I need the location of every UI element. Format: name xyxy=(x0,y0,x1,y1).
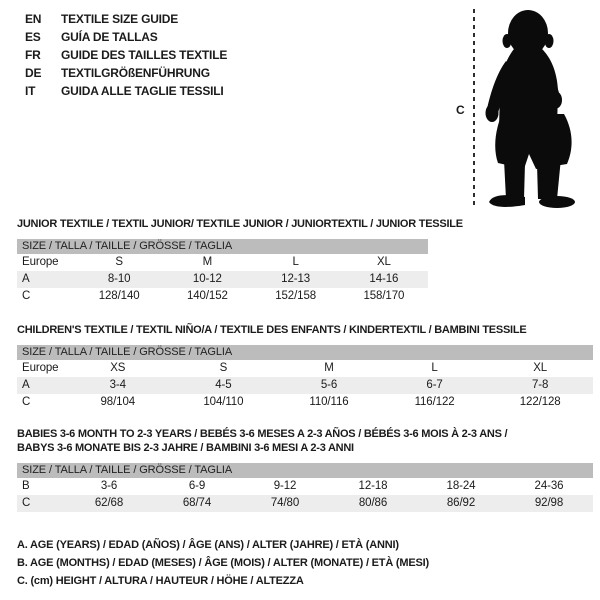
row-label: Europe xyxy=(22,362,59,374)
value-cell: 122/128 xyxy=(519,396,561,408)
size-header-bar: SIZE / TALLA / TAILLE / GRÖSSE / TAGLIA xyxy=(17,239,428,254)
value-cell: 5-6 xyxy=(320,379,338,391)
lang-label: GUÍA DE TALLAS xyxy=(61,30,158,44)
value-cell: 18-24 xyxy=(446,480,476,492)
value-cell: 98/104 xyxy=(100,396,136,408)
babies-textile-table xyxy=(17,427,593,512)
value-cell: 68/74 xyxy=(182,497,212,509)
lang-label: TEXTILGRÖßENFÜHRUNG xyxy=(61,66,210,80)
value-cell: 4-5 xyxy=(215,379,232,391)
footnote-height-cm: C. (cm) HEIGHT / ALTURA / HAUTEUR / HÖHE / ALTEZZA xyxy=(17,575,304,587)
row-label: C xyxy=(22,396,31,408)
value-cell: 74/80 xyxy=(270,497,300,509)
value-cell: 9-12 xyxy=(273,480,297,492)
row-label: A xyxy=(22,273,30,285)
table-row-height xyxy=(17,394,593,411)
value-cell: 24-36 xyxy=(534,480,564,492)
value-cell: 152/158 xyxy=(275,290,317,302)
size-cell: M xyxy=(324,362,334,374)
value-cell: 128/140 xyxy=(98,290,140,302)
lang-label: TEXTILE SIZE GUIDE xyxy=(61,12,179,26)
lang-code: FR xyxy=(25,48,41,62)
lang-code: EN xyxy=(25,12,42,26)
size-cell: M xyxy=(202,256,213,268)
lang-row-en xyxy=(25,10,227,28)
lang-row-es xyxy=(25,28,227,46)
table-row-europe xyxy=(17,254,428,271)
value-cell: 140/152 xyxy=(186,290,228,302)
size-cell: S xyxy=(219,362,228,374)
row-label: C xyxy=(22,497,31,509)
row-label: Europe xyxy=(22,256,59,268)
lang-code: DE xyxy=(25,66,42,80)
height-measure-label: C xyxy=(456,103,465,117)
table-title: CHILDREN'S TEXTILE / TEXTIL NIÑO/A / TEXTILE DES ENFANTS / KINDERTEXTIL / BAMBINI TESSILE xyxy=(17,324,527,336)
language-title-list xyxy=(25,10,227,100)
lang-label: GUIDA ALLE TAGLIE TESSILI xyxy=(61,84,224,98)
lang-code: ES xyxy=(25,30,41,44)
value-cell: 3-6 xyxy=(100,480,118,492)
value-cell: 116/122 xyxy=(414,396,455,408)
size-cell: S xyxy=(115,256,123,268)
value-cell: 86/92 xyxy=(446,497,476,509)
value-cell: 12-13 xyxy=(281,273,311,285)
value-cell: 80/86 xyxy=(358,497,388,509)
value-cell: 6-7 xyxy=(426,379,443,391)
row-label: B xyxy=(22,480,30,492)
table-row-height xyxy=(17,288,428,305)
size-header-bar: SIZE / TALLA / TAILLE / GRÖSSE / TAGLIA xyxy=(17,345,593,360)
lang-row-de xyxy=(25,64,227,82)
table-row-age xyxy=(17,377,593,394)
value-cell: 158/170 xyxy=(363,290,405,302)
value-cell: 14-16 xyxy=(369,273,399,285)
size-cell: L xyxy=(292,256,299,268)
lang-label: GUIDE DES TAILLES TEXTILE xyxy=(61,48,228,62)
height-measure-dashed-line xyxy=(473,9,475,207)
table-title-line-2: BABYS 3-6 MONATE BIS 2-3 JAHRE / BAMBINI 3-6 MESI A 2-3 ANNI xyxy=(17,442,354,454)
value-cell: 92/98 xyxy=(534,497,564,509)
size-header-bar: SIZE / TALLA / TAILLE / GRÖSSE / TAGLIA xyxy=(17,463,593,478)
table-row-age xyxy=(17,271,428,288)
value-cell: 62/68 xyxy=(94,497,124,509)
baby-silhouette-image xyxy=(480,5,580,209)
size-cell: L xyxy=(431,362,438,374)
lang-row-it xyxy=(25,82,227,100)
table-title: JUNIOR TEXTILE / TEXTIL JUNIOR/ TEXTILE JUNIOR / JUNIORTEXTIL / JUNIOR TESSILE xyxy=(17,218,463,230)
table-row-height xyxy=(17,495,593,512)
footnote-age-months: B. AGE (MONTHS) / EDAD (MESES) / ÂGE (MOIS) / ALTER (MONATE) / ETÀ (MESI) xyxy=(17,557,429,569)
size-cell: XL xyxy=(533,362,548,374)
value-cell: 7-8 xyxy=(532,379,549,391)
footnote-age-years: A. AGE (YEARS) / EDAD (AÑOS) / ÂGE (ANS) / ALTER (JAHRE) / ETÀ (ANNI) xyxy=(17,539,399,551)
value-cell: 12-18 xyxy=(358,480,388,492)
table-row-months xyxy=(17,478,593,495)
table-title-line-1: BABIES 3-6 MONTH TO 2-3 YEARS / BEBÉS 3-6 MESES A 2-3 AÑOS / BÉBÉS 3-6 MOIS À 2-3 ANS / xyxy=(17,428,508,440)
value-cell: 104/110 xyxy=(203,396,244,408)
lang-code: IT xyxy=(25,84,36,98)
size-cell: XS xyxy=(110,362,126,374)
value-cell: 6-9 xyxy=(188,480,206,492)
children-textile-table xyxy=(17,323,593,411)
value-cell: 3-4 xyxy=(109,379,126,391)
row-label: C xyxy=(22,290,31,302)
junior-textile-table xyxy=(17,217,463,305)
legend-footnotes xyxy=(17,536,429,590)
lang-row-fr xyxy=(25,46,227,64)
size-cell: XL xyxy=(376,256,391,268)
value-cell: 110/116 xyxy=(309,396,349,408)
row-label: A xyxy=(22,379,30,391)
value-cell: 10-12 xyxy=(192,273,222,285)
value-cell: 8-10 xyxy=(107,273,131,285)
table-row-europe xyxy=(17,360,593,377)
